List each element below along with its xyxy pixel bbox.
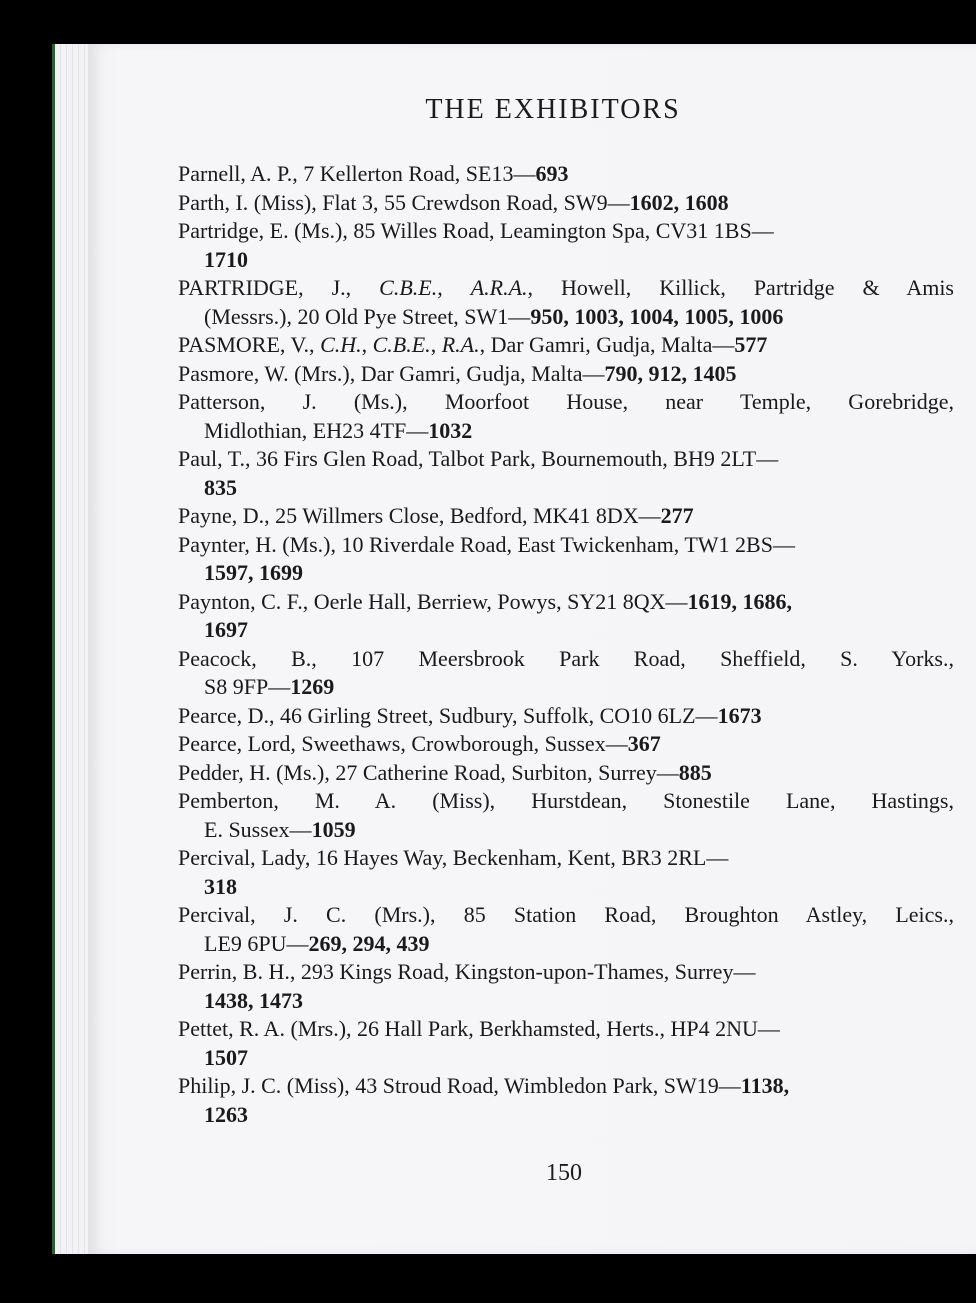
exhibitor-list [178, 160, 954, 1129]
catalogue-numbers: 1507 [204, 1044, 248, 1070]
catalogue-numbers: 1263 [204, 1101, 248, 1127]
entry-text: Paynton, C. F., Oerle Hall, Berriew, Powys, SY21 8QX— [178, 588, 688, 614]
entry-line [178, 958, 954, 987]
page-heading: THE EXHIBITORS [425, 94, 681, 125]
entry-text: Parnell, A. P., 7 Kellerton Road, SE13— [178, 161, 536, 186]
entry-text: Pedder, H. (Ms.), 27 Catherine Road, Surbiton, Surrey— [178, 759, 679, 785]
entry-text: Partridge, E. (Ms.), 85 Willes Road, Leamington Spa, CV31 1BS— [178, 218, 774, 243]
catalogue-numbers: 835 [204, 474, 237, 500]
catalogue-numbers: 318 [204, 873, 237, 899]
exhibitor-entry [178, 360, 954, 389]
entry-line [178, 531, 954, 560]
exhibitor-entry [178, 274, 954, 331]
entry-line [178, 901, 954, 930]
entry-line [178, 274, 954, 303]
catalogue-numbers: 277 [660, 503, 694, 528]
entry-text: Payne, D., 25 Willmers Close, Bedford, MK41 8DX— [178, 503, 661, 528]
exhibitor-entry [178, 1072, 954, 1129]
entry-continuation-line [178, 474, 954, 503]
exhibitor-entry [178, 388, 954, 445]
entry-line [178, 189, 954, 218]
entry-line [178, 702, 954, 731]
entry-text: Pearce, D., 46 Girling Street, Sudbury, Suffolk, CO10 6LZ— [178, 702, 718, 728]
entry-continuation-line [178, 417, 954, 446]
entry-text: Philip, J. C. (Miss), 43 Stroud Road, Wimbledon Park, SW19— [178, 1073, 741, 1098]
entry-text: PARTRIDGE, J., C.B.E., A.R.A., Howell, Killick, Partridge & Amis [178, 275, 954, 300]
catalogue-numbers: 885 [678, 759, 712, 785]
catalogue-numbers: 1673 [717, 702, 762, 728]
entry-text: LE9 6PU— [204, 930, 309, 956]
entry-text: Paynter, H. (Ms.), 10 Riverdale Road, East Twickenham, TW1 2BS— [178, 531, 795, 557]
entry-continuation-line [178, 303, 954, 332]
entry-text: Peacock, B., 107 Meersbrook Park Road, Sheffield, S. Yorks., [178, 645, 954, 671]
entry-line [178, 360, 954, 389]
catalogue-numbers: 1059 [311, 816, 356, 842]
catalogue-numbers: 1269 [290, 674, 335, 699]
exhibitor-entry [178, 160, 954, 189]
entry-line [178, 645, 954, 674]
entry-continuation-line [178, 873, 954, 902]
entry-line [178, 331, 954, 360]
catalogue-numbers: 269, 294, 439 [308, 930, 430, 956]
entry-continuation-line [178, 559, 954, 588]
entry-line [178, 217, 954, 246]
entry-line [178, 730, 954, 759]
entry-line [178, 844, 954, 873]
entry-text: Pettet, R. A. (Mrs.), 26 Hall Park, Berkhamsted, Herts., HP4 2NU— [178, 1016, 780, 1041]
entry-line [178, 759, 954, 788]
exhibitor-entry [178, 217, 954, 274]
exhibitor-entry [178, 531, 954, 588]
entry-line [178, 388, 954, 417]
catalogue-numbers: 1597, 1699 [204, 560, 303, 585]
exhibitor-entry [178, 331, 954, 360]
entry-text: Patterson, J. (Ms.), Moorfoot House, near Temple, Gorebridge, [178, 389, 954, 414]
catalogue-numbers: 1032 [428, 417, 473, 443]
exhibitor-entry [178, 759, 954, 788]
entry-line [178, 502, 954, 531]
exhibitor-entry [178, 958, 954, 1015]
entry-text: Pasmore, W. (Mrs.), Dar Gamri, Gudja, Malta— [178, 360, 605, 386]
catalogue-numbers: 1710 [204, 246, 248, 272]
exhibitor-entry [178, 844, 954, 901]
entry-line [178, 1015, 954, 1044]
catalogue-numbers: 950, 1003, 1004, 1005, 1006 [530, 303, 784, 329]
entry-text: E. Sussex— [204, 816, 312, 842]
entry-continuation-line [178, 930, 954, 959]
catalogue-numbers: 1438, 1473 [204, 987, 303, 1013]
catalogue-numbers: 790, 912, 1405 [604, 360, 737, 386]
entry-continuation-line [178, 246, 954, 275]
entry-text: Percival, Lady, 16 Hayes Way, Beckenham, Kent, BR3 2RL— [178, 845, 729, 870]
exhibitor-entry [178, 645, 954, 702]
entry-text: Pemberton, M. A. (Miss), Hurstdean, Stonestile Lane, Hastings, [178, 788, 954, 813]
entry-line [178, 445, 954, 474]
entry-line [178, 1072, 954, 1101]
entry-continuation-line [178, 987, 954, 1016]
entry-continuation-line [178, 1044, 954, 1073]
catalogue-numbers: 693 [535, 161, 569, 186]
entry-continuation-line [178, 816, 954, 845]
page-number: 150 [546, 1160, 582, 1186]
entry-text: Pearce, Lord, Sweethaws, Crowborough, Sussex— [178, 731, 628, 756]
catalogue-numbers: 1138, [740, 1073, 790, 1098]
exhibitor-entry [178, 702, 954, 731]
exhibitor-entry [178, 787, 954, 844]
exhibitor-entry [178, 730, 954, 759]
entry-text: Paul, T., 36 Firs Glen Road, Talbot Park, Bournemouth, BH9 2LT— [178, 446, 779, 471]
exhibitor-entry [178, 502, 954, 531]
entry-text: Midlothian, EH23 4TF— [204, 417, 429, 443]
exhibitor-entry [178, 588, 954, 645]
catalogue-numbers: 577 [734, 332, 768, 357]
exhibitor-entry [178, 189, 954, 218]
catalogue-numbers: 1602, 1608 [629, 189, 729, 215]
entry-line [178, 160, 954, 189]
entry-continuation-line [178, 616, 954, 645]
exhibitor-entry [178, 901, 954, 958]
entry-continuation-line [178, 1101, 954, 1130]
entry-text: Perrin, B. H., 293 Kings Road, Kingston-upon-Thames, Surrey— [178, 959, 756, 984]
entry-line [178, 787, 954, 816]
entry-line [178, 588, 954, 617]
entry-text: (Messrs.), 20 Old Pye Street, SW1— [204, 303, 531, 329]
exhibitor-entry [178, 1015, 954, 1072]
entry-text: PASMORE, V., C.H., C.B.E., R.A., Dar Gamri, Gudja, Malta— [178, 332, 735, 357]
entry-text: S8 9FP— [204, 674, 291, 699]
catalogue-numbers: 1697 [204, 617, 248, 642]
exhibitor-entry [178, 445, 954, 502]
entry-text: Percival, J. C. (Mrs.), 85 Station Road, Broughton Astley, Leics., [178, 902, 954, 927]
entry-text: Parth, I. (Miss), Flat 3, 55 Crewdson Road, SW9— [178, 189, 630, 215]
entry-continuation-line [178, 673, 954, 702]
catalogue-numbers: 1619, 1686, [687, 588, 793, 614]
catalogue-numbers: 367 [627, 731, 661, 756]
